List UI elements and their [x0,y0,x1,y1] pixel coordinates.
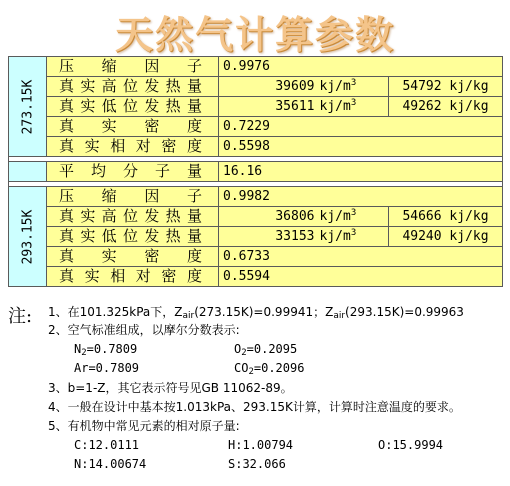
high-heat-volume-unit: $kj/m^3$ [317,77,389,97]
high-heat-volume-value: 36806 [219,207,317,227]
air-n2: $N_2=0.7809$ [74,342,138,358]
density-value: 0.6733 [219,247,503,267]
relative-density-label: 真实相对密度 [47,267,219,287]
note-4: 4、一般在设计中基本按1.013kPa、293.15K计算，计算时注意温度的要求。 [48,400,461,414]
mol-weight-value: 16.16 [219,162,503,182]
low-heat-label: 真实低位发热量 [47,97,219,117]
table-row [9,247,503,267]
element-o: O:15.9994 [378,438,444,452]
low-heat-mass-value: 49240 kj/kg [389,227,503,247]
table-row [9,267,503,287]
low-heat-volume-value: 35611 [219,97,317,117]
gas-parameter-table [8,56,503,287]
table-row [9,137,503,157]
high-heat-label: 真实高位发热量 [47,77,219,97]
low-heat-volume-unit: $kj/m^3$ [317,227,389,247]
low-heat-volume-unit: $kj/m^3$ [317,97,389,117]
density-label: 真实密度 [47,247,219,267]
relative-density-value: 0.5598 [219,137,503,157]
temperature-label: 273.15K [9,57,47,157]
note-5: 5、有机物中常见元素的相对原子量: [48,419,240,433]
compress-factor-value: 0.9982 [219,187,503,207]
table-row [9,97,503,117]
high-heat-mass-value: 54792 kj/kg [389,77,503,97]
mol-weight-label: 平均分子量 [47,162,219,182]
compress-factor-label: 压缩因子 [47,57,219,77]
table-row [9,57,503,77]
high-heat-volume-value: 39609 [219,77,317,97]
table-row [9,162,503,182]
compress-factor-value: 0.9976 [219,57,503,77]
element-c: C:12.0111 [74,438,140,452]
table-row [9,207,503,227]
low-heat-volume-value: 33153 [219,227,317,247]
element-s: S:32.066 [228,457,286,471]
low-heat-mass-value: 49262 kj/kg [389,97,503,117]
air-ar: Ar=0.7809 [74,361,140,375]
notes-heading: 注: [8,306,33,327]
density-label: 真实密度 [47,117,219,137]
high-heat-volume-unit: $kj/m^3$ [317,207,389,227]
high-heat-mass-value: 54666 kj/kg [389,207,503,227]
compress-factor-label: 压缩因子 [47,187,219,207]
table-row [9,77,503,97]
table-row [9,117,503,137]
element-h: H:1.00794 [228,438,294,452]
table-row [9,227,503,247]
relative-density-label: 真实相对密度 [47,137,219,157]
temperature-label: 293.15K [9,187,47,287]
air-co2: $CO_2=0.2096$ [234,361,305,377]
relative-density-value: 0.5594 [219,267,503,287]
air-o2: $O_2=0.2095$ [234,342,298,358]
note-2: 2、空气标准组成，以摩尔分数表示: [48,323,240,337]
low-heat-label: 真实低位发热量 [47,227,219,247]
element-n: N:14.00674 [74,457,147,471]
table-row [9,187,503,207]
note-1: 1、在101.325kPa下，$Z_{air}(273.15K)=0.99941$；$Z_{air}(293.15K)=0.99963$ [48,305,464,321]
note-3: 3、b=1-Z，其它表示符号见GB 11062-89。 [48,381,293,395]
page-title: 天然气计算参数 [114,12,395,57]
density-value: 0.7229 [219,117,503,137]
high-heat-label: 真实高位发热量 [47,207,219,227]
